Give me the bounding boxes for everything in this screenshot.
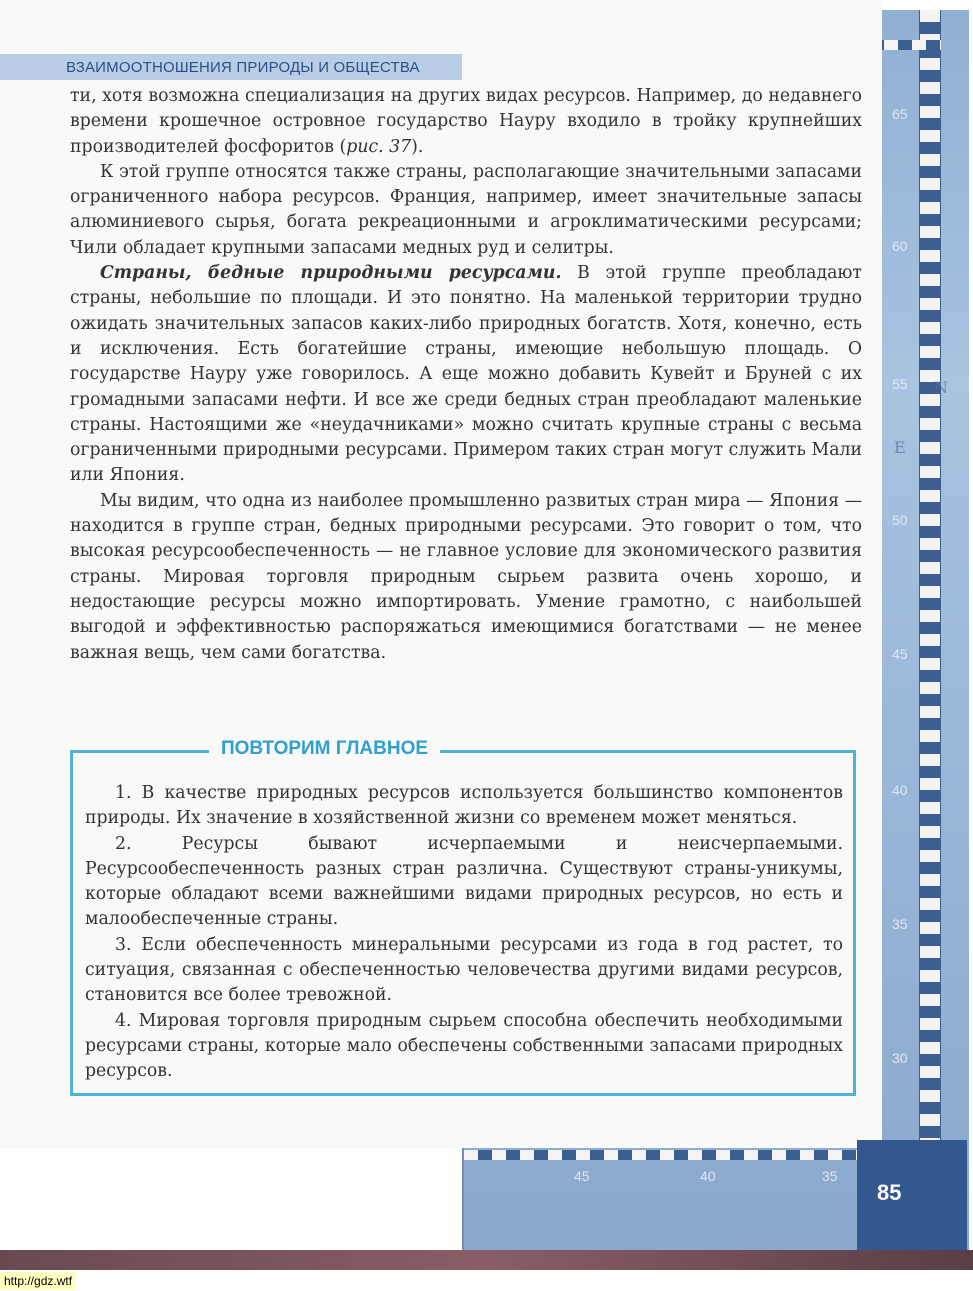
paragraph: Мы видим, что одна из наиболее промышленно развитых стран мира — Япония — находится в группе стран, бедных природными ресурсами. Это говорит о том, что высокая ресурсообеспеченность — не главное условие для экономического развития страны. Мировая торговля природным сырьем развита очень хорошо, и недостающие ресурсы можно импортировать. Умение грамотно, с наибольшей выгодой и эффективностью распоряжаться имеющимися богатствами — не менее важная вещь, чем сами богатства. <box>70 490 862 663</box>
map-letter: N <box>934 378 948 397</box>
summary-item: 4. Мировая торговля природным сырьем способна обеспечить необходимыми ресурсами страны, которые мало обеспечены собственными запасами природных ресурсов. <box>85 1010 843 1082</box>
map-lat-label: 55 <box>892 376 908 392</box>
map-lat-label: 40 <box>892 782 908 798</box>
map-lon-label: 35 <box>822 1168 838 1184</box>
map-lat-label: 60 <box>892 238 908 254</box>
map-frame-vertical <box>919 10 941 1250</box>
summary-item: 2. Ресурсы бывают исчерпаемыми и неисчерпаемыми. Ресурсообеспеченность разных стран различна. Существуют страны-уникумы, которые обладают всеми важнейшими видами природных ресурсов, но есть и малообеспеченные страны. <box>85 833 843 930</box>
map-lat-label: 50 <box>892 512 908 528</box>
paragraph-heading: Страны, бедные природными ресурсами. <box>100 263 562 284</box>
summary-box <box>70 738 856 1096</box>
paragraph <box>70 261 862 489</box>
summary-item: 3. Если обеспеченность минеральными ресурсами из года в год растет, то ситуация, связанная с обеспеченностью человечества другими видами ресурсов, становится все более тревожной. <box>85 934 843 1006</box>
map-lon-label: 45 <box>574 1168 590 1184</box>
watermark-link[interactable]: http://gdz.wtf <box>0 1272 76 1290</box>
figure-reference: рис. 37 <box>346 136 412 157</box>
map-lat-label: 30 <box>892 1050 908 1066</box>
map-lat-label: 35 <box>892 916 908 932</box>
map-lat-label: 45 <box>892 646 908 662</box>
body-text <box>70 84 862 666</box>
map-lat-label: 65 <box>892 106 908 122</box>
section-header <box>0 54 462 80</box>
map-letter: E <box>894 438 906 457</box>
summary-title: ПОВТОРИМ ГЛАВНОЕ <box>209 738 440 760</box>
summary-item: 1. В качестве природных ресурсов используется большинство компонентов природы. Их значение в хозяйственной жизни со временем может меняться. <box>85 783 843 829</box>
section-title: ВЗАИМООТНОШЕНИЯ ПРИРОДЫ И ОБЩЕСТВА <box>66 59 420 76</box>
paragraph-text: ). <box>411 136 424 157</box>
summary-list <box>85 781 843 1085</box>
paragraph-text: В этой группе преобладают страны, небольшие по площади. И это понятно. На маленькой территории трудно ожидать значительных запасов каких-либо природных богатств. Хотя, конечно, есть и исключения. Есть богатейшие страны, имеющие небольшую площадь. О государстве Науру уже говорилось. А еще можно добавить Кувейт и Бруней с их громадными запасами нефти. И все же среди бедных стран преобладают маленькие страны. Настоящими же «неудачниками» можно считать крупные страны с весьма ограниченными природными ресурсами. Примером таких стран могут служить Мали или Япония. <box>70 263 862 486</box>
scan-edge <box>0 1250 973 1270</box>
paragraph <box>70 84 862 160</box>
map-lon-label: 40 <box>700 1168 716 1184</box>
paragraph: К этой группе относятся также страны, располагающие значительными запасами ограниченного набора ресурсов. Франция, например, имеет значительные запасы алюминиевого сырья, богата рекреационными и агроклиматическими ресурсами; Чили обладает крупными запасами медных руд и селитры. <box>70 161 862 258</box>
page-number: 85 <box>877 1180 902 1205</box>
paragraph-text: ти, хотя возможна специализация на других видах ресурсов. Например, до недавнего времени крошечное островное государство Науру входило в тройку крупнейших производителей фосфоритов ( <box>70 86 862 157</box>
page-number-box <box>857 1140 967 1250</box>
